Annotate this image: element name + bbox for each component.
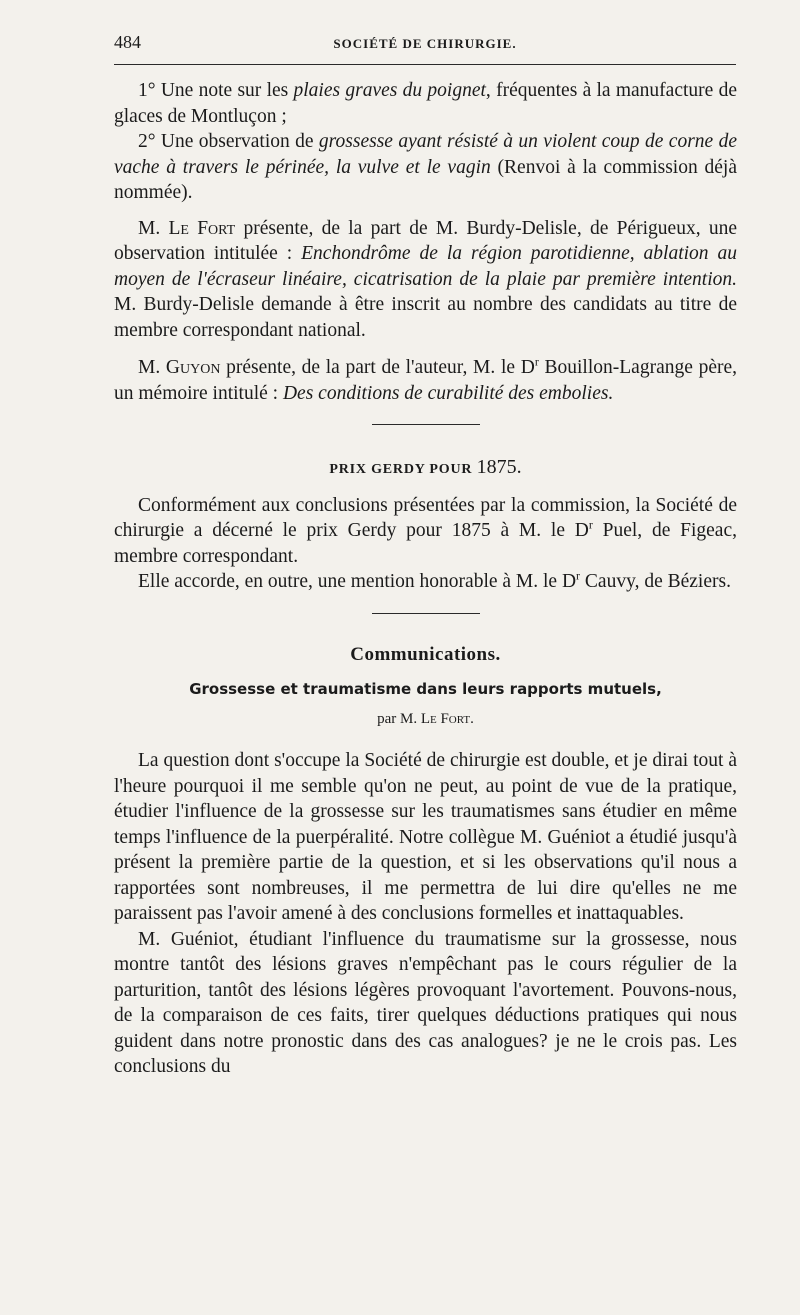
journal-title: SOCIÉTÉ DE CHIRURGIE. <box>333 36 517 51</box>
communications-heading: Communications. <box>350 643 501 665</box>
guyon-text2: Bouillon-Lagrange père, un mémoire intitulé : <box>114 357 737 404</box>
lefort-paragraph <box>114 216 737 344</box>
lefort-name: Le Fort <box>168 217 236 239</box>
lefort-m: M. <box>138 217 169 239</box>
prize-p2-b: Cauvy, de Béziers. <box>580 571 731 592</box>
prize-p1-b: Puel, de Figeac, membre correspondant. <box>114 520 737 567</box>
guyon-text1: présente, de la part de l'auteur, M. le D <box>220 357 535 378</box>
guyon-sup: r <box>534 354 539 369</box>
prize-heading-text: PRIX GERDY POUR <box>329 462 477 477</box>
article-title: Grossesse et traumatisme dans leurs rapports mutuels, <box>189 680 662 698</box>
list-item-1 <box>114 78 737 129</box>
prize-p1-a: Conformément aux conclusions présentées par la commission, la Société de chirurgie a décerné le prix Gerdy pour 1875 à M. le D <box>114 494 737 541</box>
prize-p1-sup: r <box>588 517 593 532</box>
article-paragraph-1: La question dont s'occupe la Société de chirurgie est double, et je dirai tout à l'heure pourquoi il me semble qu'on ne peut, au point de vue de la pratique, étudier l'influence de la grossesse sur les traumatismes sans étudier en même temps l'influence de la puerpéralité. Notre collègue M. Guéniot a étudié jusqu'à présent la première partie de la question, et si les observations qu'il nous a rapportées sont nombreuses, il me permettra de lui dire qu'elles ne me paraissent pas l'avoir amené à des conclusions formelles et inattaquables. <box>114 750 737 924</box>
guyon-italic: Des conditions de curabilité des embolies. <box>282 382 614 404</box>
item2-suffix: (Renvoi à la commission déjà nommée). <box>114 156 737 203</box>
page-number: 484 <box>114 32 141 52</box>
article-author <box>114 707 737 733</box>
article-paragraph-2: M. Guéniot, étudiant l'influence du traumatisme sur la grossesse, nous montre tantôt des lésions graves n'empêchant pas le cours régulier de la parturition, tantôt des lésions légères provoquant l'avortement. Pouvons-nous, de la comparaison de ces faits, tirer quelques déductions pratiques qui nous guident dans notre pronostic dans des cas analogues? je ne le crois pas. Les conclusions du <box>114 928 737 1077</box>
guyon-name: Guyon <box>165 357 221 378</box>
body-text <box>114 78 737 1080</box>
lefort-text1: présente, de la part de M. Burdy-Delisle, de Périgueux, une observation intitulée : <box>114 217 737 264</box>
prize-p2-sup: r <box>576 568 581 583</box>
prize-heading <box>114 455 737 483</box>
item1-italic: plaies graves du poignet <box>293 80 486 101</box>
author-suffix: . <box>470 710 474 727</box>
guyon-m: M. <box>138 357 166 378</box>
item2-prefix: 2° Une observation de <box>138 131 319 152</box>
item1-prefix: 1° Une note sur les <box>138 80 294 101</box>
running-head <box>114 30 736 58</box>
prize-p2-a: Elle accorde, en outre, une mention honorable à M. le D <box>138 571 577 592</box>
prize-paragraph-2 <box>114 569 737 595</box>
lefort-text2: M. Burdy-Delisle demande à être inscrit au nombre des candidats au titre de membre correspondant national. <box>114 294 737 341</box>
list-item-2 <box>114 129 737 206</box>
section-divider-2 <box>372 613 480 614</box>
header-rule <box>114 64 736 65</box>
prize-paragraph-1 <box>114 493 737 570</box>
section-divider-1 <box>372 424 480 425</box>
guyon-paragraph <box>114 355 737 406</box>
prize-year: 1875. <box>476 456 522 478</box>
item1-suffix: , fréquentes à la manufacture de glaces de Montluçon ; <box>114 80 737 127</box>
author-name: Le Fort <box>420 710 471 727</box>
item2-italic: grossesse ayant résisté à un violent coup de corne de vache à travers le périnée, la vulve et le vagin <box>114 131 737 178</box>
author-prefix: par M. <box>377 710 421 727</box>
lefort-italic: Enchondrôme de la région parotidienne, ablation au moyen de l'écraseur linéaire, cicatrisation de la plaie par première intention. <box>114 243 738 290</box>
